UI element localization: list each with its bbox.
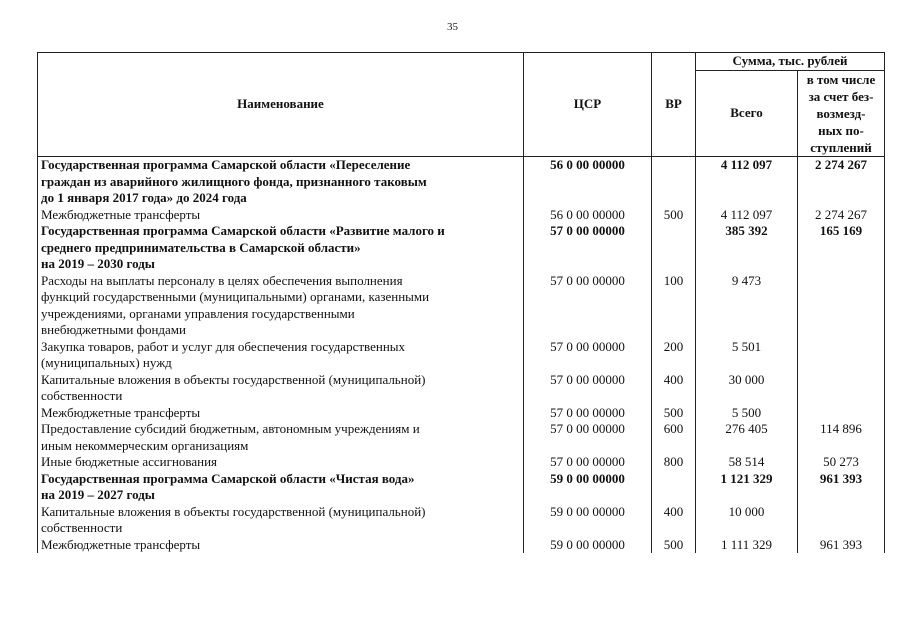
row-csr: 57 0 00 00000 — [524, 421, 652, 454]
row-name — [38, 207, 524, 224]
row-total: 58 514 — [696, 454, 798, 471]
header-gratuitous-line: ных по- — [818, 123, 864, 138]
row-csr: 57 0 00 00000 — [524, 405, 652, 422]
row-vr: 500 — [652, 537, 696, 554]
row-vr: 600 — [652, 421, 696, 454]
row-vr: 400 — [652, 504, 696, 537]
row-gratuitous: 165 169 — [798, 223, 885, 273]
row-vr — [652, 223, 696, 273]
row-name-line: граждан из аварийного жилищного фонда, признанного таковым — [41, 173, 427, 189]
row-total: 9 473 — [696, 273, 798, 339]
table-row — [38, 454, 885, 471]
row-name — [38, 421, 524, 454]
row-name-line: до 1 января 2017 года» до 2024 года — [41, 190, 247, 205]
row-total: 30 000 — [696, 372, 798, 405]
row-vr: 500 — [652, 405, 696, 422]
table-row — [38, 273, 885, 339]
program-row — [38, 471, 885, 504]
row-name — [38, 339, 524, 372]
row-total: 276 405 — [696, 421, 798, 454]
row-name — [38, 372, 524, 405]
row-vr: 800 — [652, 454, 696, 471]
row-vr: 200 — [652, 339, 696, 372]
row-name — [38, 504, 524, 537]
header-csr: ЦСР — [524, 53, 652, 157]
row-name-line: Капитальные вложения в объекты государственной (муниципальной) — [41, 503, 426, 519]
header-gratuitous-line: в том числе — [806, 72, 876, 87]
row-csr: 57 0 00 00000 — [524, 339, 652, 372]
budget-table-frame — [37, 52, 885, 553]
budget-table — [37, 52, 885, 553]
table-row — [38, 339, 885, 372]
row-name-line: учреждениями, органами управления государственными — [41, 305, 355, 321]
row-csr: 57 0 00 00000 — [524, 372, 652, 405]
row-vr: 400 — [652, 372, 696, 405]
row-name-line: Иные бюджетные ассигнования — [41, 454, 218, 469]
row-name-line: функций государственными (муниципальными) органами, казенными — [41, 289, 430, 304]
row-csr: 57 0 00 00000 — [524, 454, 652, 471]
row-total: 1 121 329 — [696, 471, 798, 504]
row-name-line: собственности — [41, 520, 123, 535]
header-gratuitous-line: возмезд- — [816, 106, 866, 121]
row-name — [38, 471, 524, 504]
row-total: 4 112 097 — [696, 157, 798, 207]
row-name-line: на 2019 – 2027 годы — [41, 487, 155, 502]
program-row — [38, 223, 885, 273]
row-gratuitous: 2 274 267 — [798, 157, 885, 207]
row-gratuitous: 961 393 — [798, 471, 885, 504]
row-name-line: (муниципальных) нужд — [41, 355, 172, 370]
row-vr: 500 — [652, 207, 696, 224]
row-name-line: собственности — [41, 388, 123, 403]
row-name-line: Предоставление субсидий бюджетным, автономным учреждениям и — [41, 421, 420, 436]
page-number: 35 — [447, 21, 458, 33]
table-row — [38, 207, 885, 224]
row-csr: 59 0 00 00000 — [524, 471, 652, 504]
row-total: 5 501 — [696, 339, 798, 372]
row-csr: 59 0 00 00000 — [524, 504, 652, 537]
table-header — [38, 53, 885, 157]
header-vr: ВР — [652, 53, 696, 157]
row-gratuitous: 2 274 267 — [798, 207, 885, 224]
row-vr: 100 — [652, 273, 696, 339]
row-name-line: Межбюджетные трансферты — [41, 206, 201, 222]
row-total: 4 112 097 — [696, 207, 798, 224]
row-name-line: Межбюджетные трансферты — [41, 404, 201, 420]
row-name-line: Капитальные вложения в объекты государственной (муниципальной) — [41, 371, 426, 387]
row-name-line: Расходы на выплаты персоналу в целях обеспечения выполнения — [41, 272, 403, 288]
row-total: 1 111 329 — [696, 537, 798, 554]
row-name — [38, 405, 524, 422]
header-name: Наименование — [38, 53, 524, 157]
row-name-line: Государственная программа Самарской области «Развитие малого и — [41, 223, 445, 238]
row-gratuitous: 50 273 — [798, 454, 885, 471]
row-name-line: иным некоммерческим организациям — [41, 437, 249, 453]
program-row — [38, 157, 885, 207]
header-sum-group: Сумма, тыс. рублей — [696, 53, 885, 71]
row-name — [38, 223, 524, 273]
row-name — [38, 537, 524, 554]
row-name-line: Государственная программа Самарской области «Переселение — [41, 157, 411, 172]
row-csr: 57 0 00 00000 — [524, 273, 652, 339]
row-name-line: Межбюджетные трансферты — [41, 536, 201, 552]
row-name-line: на 2019 – 2030 годы — [41, 256, 155, 271]
header-total: Всего — [696, 71, 798, 157]
table-row — [38, 537, 885, 554]
row-name-line: Закупка товаров, работ и услуг для обеспечения государственных — [41, 338, 406, 354]
row-gratuitous — [798, 273, 885, 339]
row-name — [38, 157, 524, 207]
row-name-line: Государственная программа Самарской области «Чистая вода» — [41, 470, 415, 486]
row-total: 10 000 — [696, 504, 798, 537]
row-gratuitous — [798, 405, 885, 422]
row-gratuitous — [798, 339, 885, 372]
row-name — [38, 454, 524, 471]
row-csr: 57 0 00 00000 — [524, 223, 652, 273]
table-row — [38, 405, 885, 422]
row-gratuitous: 961 393 — [798, 537, 885, 554]
header-gratuitous-line: за счет без- — [808, 89, 874, 104]
row-csr: 56 0 00 00000 — [524, 207, 652, 224]
row-name-line: среднего предпринимательства в Самарской области» — [41, 239, 361, 255]
row-gratuitous — [798, 504, 885, 537]
row-total: 5 500 — [696, 405, 798, 422]
row-gratuitous: 114 896 — [798, 421, 885, 454]
table-row — [38, 372, 885, 405]
row-csr: 59 0 00 00000 — [524, 537, 652, 554]
row-total: 385 392 — [696, 223, 798, 273]
row-name-line: внебюджетными фондами — [41, 322, 186, 337]
table-row — [38, 421, 885, 454]
header-gratuitous — [798, 71, 885, 157]
row-name — [38, 273, 524, 339]
header-gratuitous-line: ступлений — [810, 140, 872, 155]
row-vr — [652, 157, 696, 207]
row-csr: 56 0 00 00000 — [524, 157, 652, 207]
table-body — [38, 157, 885, 554]
table-row — [38, 504, 885, 537]
row-vr — [652, 471, 696, 504]
row-gratuitous — [798, 372, 885, 405]
